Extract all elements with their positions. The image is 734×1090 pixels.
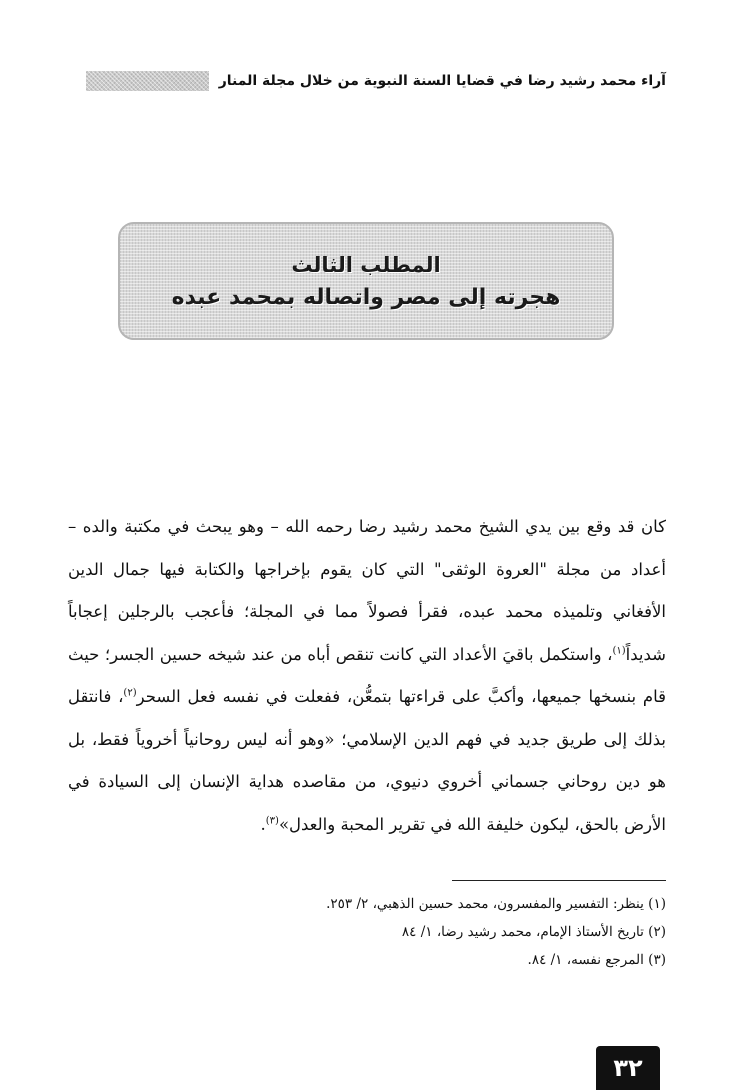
body-part-1: كان قد وقع بين يدي الشيخ محمد رشيد رضا رحمه الله – وهو يبحث في مكتبة والده – أعداد من مجلة "العروة الوثقى" التي كان يقوم بإخراجها والكتابة فيها جمال الدين الأفغاني وتلميذه محمد عبده، فقرأ فصولاً مما في المجلة؛ فأعجب بالرجلين إعجاباً شديداً — [68, 517, 666, 664]
body-part-3: ، فانتقل بذلك إلى طريق جديد في فهم الدين الإسلامي؛ «وهو أنه ليس روحانياً أخروياً فقط، بل هو دين روحاني جسماني أخروي دنيوي، من مقاصده هداية الإنسان إلى السيادة في الأرض بالحق، ليكون خليفة الله في تقرير المحبة والعدل» — [68, 687, 666, 834]
footnote-divider — [452, 880, 666, 881]
footnote-3: (٣) المرجع نفسه، ١/ ٨٤. — [527, 952, 666, 968]
footnote-ref-1: (١) — [612, 645, 626, 656]
running-header — [86, 68, 666, 94]
body-part-4: . — [260, 814, 266, 834]
body-part-2: ، واستكمل باقيَ الأعداد التي كانت تنقص أباه من عند شيخه حسين الجسر؛ حيث قام بنسخها جميعها، وأكبَّ على قراءتها بتمعُّن، ففعلت في نفسه فعل السحر — [68, 644, 666, 706]
footnotes — [68, 890, 666, 974]
footnote-2: (٢) تاريخ الأستاذ الإمام، محمد رشيد رضا، ١/ ٨٤ — [401, 924, 666, 940]
section-heading-box — [118, 222, 614, 340]
footnote-1: (١) ينظر: التفسير والمفسرون، محمد حسين الذهبي، ٢/ ٢٥٣. — [326, 896, 666, 912]
footnote-ref-2: (٢) — [123, 687, 137, 699]
section-title: المطلب الثالث — [291, 252, 441, 277]
page-number: ٣٢ — [596, 1046, 660, 1090]
body-paragraph — [68, 506, 666, 846]
footnote-ref-3: (٣) — [265, 815, 279, 826]
book-title: آراء محمد رشيد رضا في قضايا السنة النبوية من خلال مجلة المنار — [218, 73, 666, 89]
header-pattern-bar — [86, 71, 209, 91]
section-subtitle: هجرته إلى مصر واتصاله بمحمد عبده — [171, 284, 561, 310]
